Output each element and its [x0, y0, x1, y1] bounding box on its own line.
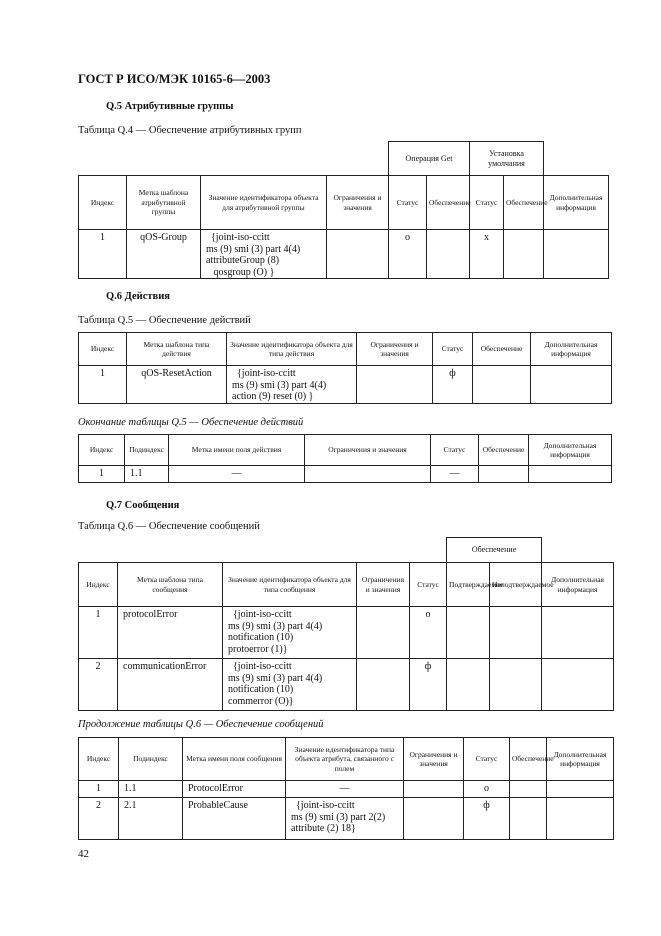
column-header: Индекс [79, 176, 127, 230]
column-header: Обеспечение [479, 435, 529, 466]
table-q5-end-caption [78, 417, 303, 428]
table-cell: {joint-iso-ccitt ms (9) smi (3) part 4(4) action (9) reset (0) } [227, 366, 357, 404]
table-cell: 1 [79, 607, 118, 659]
column-header: Подиндекс [125, 435, 169, 466]
column-header: Метка имени поля действия [169, 435, 305, 466]
column-header: Статус [433, 333, 473, 366]
table-cell [529, 466, 612, 483]
table-row [79, 607, 614, 659]
column-header: Ограничения и значения [305, 435, 431, 466]
table-cell: communicationError [118, 659, 223, 711]
column-header: Обеспечение [510, 738, 547, 781]
table-row [79, 230, 609, 279]
table-cell: protocolError [118, 607, 223, 659]
column-header: Метка шаблона типа сообщения [118, 563, 223, 607]
column-header: Неподтверждаемое [490, 563, 542, 607]
column-header: Обеспечение [504, 176, 544, 230]
table-cell: — [286, 781, 404, 798]
column-header: Статус [464, 738, 510, 781]
table-q5 [78, 332, 612, 404]
table-cell [427, 230, 470, 279]
table-cell [510, 798, 547, 840]
table-cell: 2 [79, 659, 118, 711]
column-header: Подтверждаемое [447, 563, 490, 607]
table-cell [547, 798, 614, 840]
table-cell: ф [464, 798, 510, 840]
column-header: Обеспечение [473, 333, 531, 366]
table-cell [544, 230, 609, 279]
column-header: Ограничения и значения [327, 176, 389, 230]
page-number: 42 [78, 848, 89, 860]
column-header: Значение идентификатора объекта для атрибутивной группы [201, 176, 327, 230]
table-cell: 2.1 [119, 798, 183, 840]
column-header: Индекс [79, 738, 119, 781]
column-header: Метка шаблона атрибутивной группы [127, 176, 201, 230]
column-header: Дополнительная информация [547, 738, 614, 781]
table-cell [305, 466, 431, 483]
section-heading-q7: Q.7 Сообщения [106, 500, 180, 511]
table-q6-cont-caption [78, 719, 324, 730]
column-header: Дополнительная информация [529, 435, 612, 466]
table-cell: ф [410, 659, 447, 711]
section-heading-q5: Q.5 Атрибутивные группы [106, 101, 234, 112]
table-cell: 1.1 [125, 466, 169, 483]
table-q4-caption: Таблица Q.4 — Обеспечение атрибутивных групп [78, 125, 302, 136]
table-row [79, 659, 614, 711]
table-cell: 1 [79, 466, 125, 483]
table-cell [357, 607, 410, 659]
header-operation-get: Операция Get [389, 142, 470, 176]
table-q6-caption: Таблица Q.6 — Обеспечение сообщений [78, 521, 260, 532]
table-row [79, 466, 612, 483]
table-cell [479, 466, 529, 483]
table-cell: x [470, 230, 504, 279]
table-q6 [78, 537, 614, 711]
column-header: Метка имени поля сообщения [183, 738, 286, 781]
table-cell: {joint-iso-ccitt ms (9) smi (3) part 4(4) notification (10) commerror (O)} [223, 659, 357, 711]
table-cell: {joint-iso-ccitt ms (9) smi (3) part 4(4) notification (10) protoerror (1)} [223, 607, 357, 659]
column-header: Значение идентификатора типа объекта атрибута, связанного с полем [286, 738, 404, 781]
table-cell: qOS-Group [127, 230, 201, 279]
table-cell: ProtocolError [183, 781, 286, 798]
table-cell [510, 781, 547, 798]
table-cell [447, 607, 490, 659]
table-cell: qOS-ResetAction [127, 366, 227, 404]
column-header: Индекс [79, 333, 127, 366]
table-cell: o [389, 230, 427, 279]
column-header: Статус [410, 563, 447, 607]
table-cell [504, 230, 544, 279]
table-cell: {joint-iso-ccitt ms (9) smi (3) part 2(2) attribute (2) 18} [286, 798, 404, 840]
column-header: Обеспечение [427, 176, 470, 230]
table-cell [490, 659, 542, 711]
table-cell: ф [433, 366, 473, 404]
table-cell: o [410, 607, 447, 659]
column-header: Ограничения и значения [404, 738, 464, 781]
table-cell [404, 781, 464, 798]
column-header: Метка шаблона типа действия [127, 333, 227, 366]
table-cell [531, 366, 612, 404]
table-cell: 1 [79, 230, 127, 279]
table-row [79, 798, 614, 840]
table-q5-caption: Таблица Q.5 — Обеспечение действий [78, 315, 251, 326]
table-cell: 2 [79, 798, 119, 840]
table-cell: o [464, 781, 510, 798]
table-cell [327, 230, 389, 279]
table-row [79, 366, 612, 404]
table-q5-end-caption-text: Окончание таблицы Q.5 — Обеспечение действий [78, 417, 304, 428]
table-cell: ProbableCause [183, 798, 286, 840]
table-cell [447, 659, 490, 711]
column-header: Индекс [79, 563, 118, 607]
table-cell: 1 [79, 366, 127, 404]
header-provision: Обеспечение [447, 538, 542, 563]
table-cell: {joint-iso-ccitt ms (9) smi (3) part 4(4) attributeGroup (8) qosgroup (O) } [201, 230, 327, 279]
column-header: Статус [389, 176, 427, 230]
table-q6-cont-caption-text: Продолжение таблицы Q.6 — Обеспечение сообщений [78, 719, 324, 730]
table-cell [357, 366, 433, 404]
header-default-setting: Установка умолчания [470, 142, 544, 176]
table-cell [473, 366, 531, 404]
table-cell [490, 607, 542, 659]
table-cell [542, 607, 614, 659]
table-cell: — [431, 466, 479, 483]
column-header: Ограничения и значения [357, 563, 410, 607]
column-header: Дополнительная информация [531, 333, 612, 366]
table-q5-end [78, 434, 612, 483]
column-header: Индекс [79, 435, 125, 466]
table-q4 [78, 141, 609, 279]
table-cell: 1 [79, 781, 119, 798]
section-heading-q6: Q.6 Действия [106, 291, 170, 302]
table-cell [357, 659, 410, 711]
document-header: ГОСТ Р ИСО/МЭК 10165-6—2003 [78, 72, 271, 86]
column-header: Статус [470, 176, 504, 230]
table-q6-continued [78, 737, 614, 840]
column-header: Статус [431, 435, 479, 466]
column-header: Значение идентификатора объекта для типа действия [227, 333, 357, 366]
column-header: Ограничения и значения [357, 333, 433, 366]
table-cell [404, 798, 464, 840]
table-cell: 1.1 [119, 781, 183, 798]
table-row [79, 781, 614, 798]
table-cell [547, 781, 614, 798]
column-header: Дополнительная информация [544, 176, 609, 230]
table-cell [542, 659, 614, 711]
column-header: Дополнительная информация [542, 563, 614, 607]
column-header: Подиндекс [119, 738, 183, 781]
column-header: Значение идентификатора объекта для типа сообщения [223, 563, 357, 607]
table-cell: — [169, 466, 305, 483]
